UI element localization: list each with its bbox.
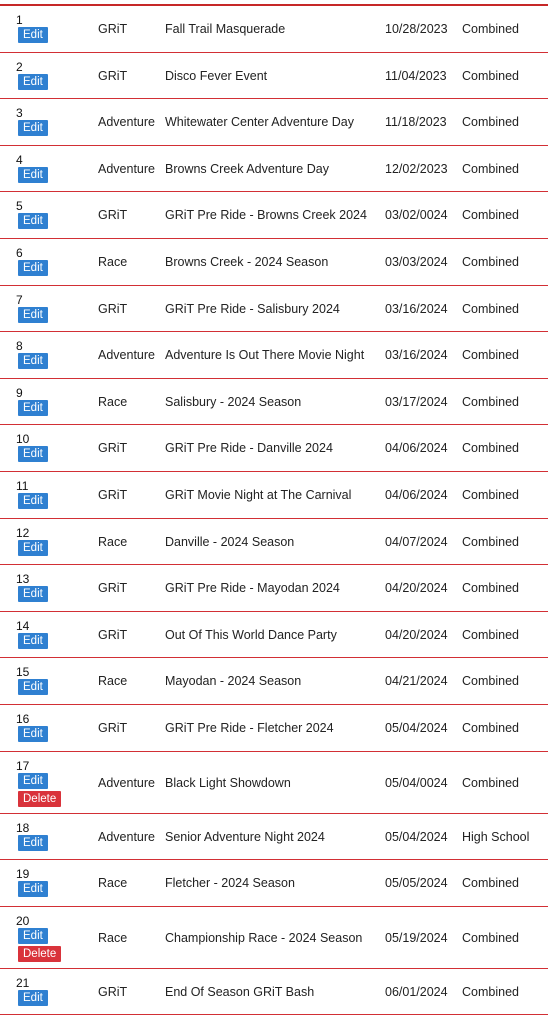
table-row — [0, 814, 548, 861]
event-date-cell: 03/17/2024 — [385, 394, 448, 409]
event-type-cell: GRiT — [98, 208, 128, 223]
table-row — [0, 519, 548, 566]
event-group-cell: Combined — [462, 301, 519, 316]
event-type-cell: Race — [98, 254, 128, 269]
edit-button[interactable]: Edit — [18, 835, 48, 851]
row-number: 21 — [16, 975, 30, 990]
delete-button[interactable]: Delete — [18, 791, 61, 807]
event-date-cell: 05/04/0024 — [385, 775, 448, 790]
event-date-cell: 04/06/2024 — [385, 441, 448, 456]
row-number: 15 — [16, 665, 30, 680]
edit-button[interactable]: Edit — [18, 679, 48, 695]
row-number: 11 — [16, 478, 29, 493]
event-group-cell: Combined — [462, 161, 519, 176]
event-name-cell: Salisbury - 2024 Season — [165, 394, 302, 409]
event-name-cell: Disco Fever Event — [165, 68, 268, 83]
event-name-cell: End Of Season GRiT Bash — [165, 984, 315, 999]
edit-button[interactable]: Edit — [18, 353, 48, 369]
event-name-cell: GRiT Pre Ride - Danville 2024 — [165, 441, 333, 456]
row-number: 8 — [16, 339, 23, 354]
row-number: 10 — [16, 432, 30, 447]
table-row — [0, 6, 548, 53]
edit-button[interactable]: Edit — [18, 773, 48, 789]
event-group-cell: Combined — [462, 394, 519, 409]
edit-button[interactable]: Edit — [18, 27, 48, 43]
event-type-cell: GRiT — [98, 68, 128, 83]
row-number: 6 — [16, 245, 23, 260]
event-name-cell: GRiT Pre Ride - Browns Creek 2024 — [165, 208, 367, 223]
event-date-cell: 06/01/2024 — [385, 984, 448, 999]
table-row — [0, 332, 548, 379]
event-type-cell: GRiT — [98, 984, 128, 999]
event-date-cell: 05/04/2024 — [385, 829, 448, 844]
table-row — [0, 658, 548, 705]
event-name-cell: Adventure Is Out There Movie Night — [165, 348, 365, 363]
event-type-cell: GRiT — [98, 441, 128, 456]
edit-button[interactable]: Edit — [18, 726, 48, 742]
row-number: 2 — [16, 59, 23, 74]
table-row — [0, 286, 548, 333]
event-group-cell: Combined — [462, 208, 519, 223]
event-type-cell: Race — [98, 674, 128, 689]
event-date-cell: 04/20/2024 — [385, 627, 448, 642]
event-type-cell: GRiT — [98, 487, 128, 502]
event-group-cell: Combined — [462, 115, 519, 130]
table-row — [0, 99, 548, 146]
event-name-cell: Mayodan - 2024 Season — [165, 674, 302, 689]
event-type-cell: GRiT — [98, 720, 128, 735]
table-row — [0, 565, 548, 612]
row-number: 1 — [16, 13, 23, 27]
edit-button[interactable]: Edit — [18, 928, 48, 944]
event-name-cell: GRiT Movie Night at The Carnival — [165, 487, 352, 502]
event-type-cell: Adventure — [98, 348, 155, 363]
event-group-cell: Combined — [462, 441, 519, 456]
event-type-cell: GRiT — [98, 581, 128, 596]
event-type-cell: Race — [98, 394, 128, 409]
event-name-cell: Fall Trail Masquerade — [165, 22, 286, 36]
table-row — [0, 969, 548, 1016]
event-group-cell: Combined — [462, 254, 519, 269]
event-name-cell: Whitewater Center Adventure Day — [165, 115, 354, 130]
event-group-cell: Combined — [462, 22, 519, 36]
event-date-cell: 12/02/2023 — [385, 161, 448, 176]
event-group-cell: High School — [462, 829, 530, 844]
row-number: 19 — [16, 867, 30, 882]
event-type-cell: GRiT — [98, 22, 128, 36]
table-row — [0, 146, 548, 193]
event-type-cell: Race — [98, 534, 128, 549]
event-date-cell: 03/03/2024 — [385, 254, 448, 269]
event-group-cell: Combined — [462, 720, 519, 735]
event-group-cell: Combined — [462, 581, 519, 596]
delete-button[interactable]: Delete — [18, 946, 61, 962]
edit-button[interactable]: Edit — [18, 493, 48, 509]
row-number: 13 — [16, 572, 30, 587]
table-row — [0, 705, 548, 752]
event-group-cell: Combined — [462, 930, 519, 945]
event-date-cell: 05/04/2024 — [385, 720, 448, 735]
event-name-cell: Danville - 2024 Season — [165, 534, 295, 549]
event-group-cell: Combined — [462, 775, 519, 790]
event-group-cell: Combined — [462, 348, 519, 363]
edit-button[interactable]: Edit — [18, 213, 48, 229]
row-number: 7 — [16, 292, 23, 307]
table-row — [0, 379, 548, 426]
event-name-cell: Browns Creek - 2024 Season — [165, 254, 329, 269]
event-name-cell: GRiT Pre Ride - Salisbury 2024 — [165, 301, 340, 316]
event-name-cell: Fletcher - 2024 Season — [165, 876, 295, 891]
event-date-cell: 04/06/2024 — [385, 487, 448, 502]
row-number: 4 — [16, 152, 23, 167]
event-name-cell: GRiT Pre Ride - Fletcher 2024 — [165, 720, 334, 735]
event-date-cell: 03/02/0024 — [385, 208, 448, 223]
event-date-cell: 11/04/2023 — [385, 68, 447, 83]
event-date-cell: 10/28/2023 — [385, 22, 448, 36]
edit-button[interactable]: Edit — [18, 307, 48, 323]
row-number: 9 — [16, 385, 23, 400]
edit-button[interactable]: Edit — [18, 633, 48, 649]
event-type-cell: Adventure — [98, 161, 155, 176]
table-row — [0, 192, 548, 239]
table-row — [0, 425, 548, 472]
event-name-cell: Senior Adventure Night 2024 — [165, 829, 325, 844]
row-number: 14 — [16, 618, 30, 633]
event-group-cell: Combined — [462, 487, 519, 502]
row-number: 16 — [16, 711, 30, 726]
event-group-cell: Combined — [462, 984, 519, 999]
event-type-cell: GRiT — [98, 627, 128, 642]
edit-button[interactable]: Edit — [18, 260, 48, 276]
event-name-cell: Black Light Showdown — [165, 775, 291, 790]
event-date-cell: 04/20/2024 — [385, 581, 448, 596]
table-row — [0, 239, 548, 286]
edit-button[interactable]: Edit — [18, 990, 48, 1006]
event-date-cell: 03/16/2024 — [385, 301, 448, 316]
event-name-cell: GRiT Pre Ride - Mayodan 2024 — [165, 581, 340, 596]
row-number: 17 — [16, 758, 30, 773]
event-date-cell: 03/16/2024 — [385, 348, 448, 363]
row-number: 18 — [16, 820, 30, 835]
event-group-cell: Combined — [462, 68, 519, 83]
event-date-cell: 05/05/2024 — [385, 876, 448, 891]
table-row — [0, 472, 548, 519]
event-name-cell: Browns Creek Adventure Day — [165, 161, 329, 176]
table-row — [0, 907, 548, 969]
event-group-cell: Combined — [462, 876, 519, 891]
edit-button[interactable]: Edit — [18, 400, 48, 416]
edit-button[interactable]: Edit — [18, 167, 48, 183]
events-table — [0, 6, 548, 1015]
event-type-cell: Adventure — [98, 115, 155, 130]
table-row — [0, 53, 548, 100]
event-date-cell: 04/07/2024 — [385, 534, 448, 549]
event-group-cell: Combined — [462, 534, 519, 549]
event-group-cell: Combined — [462, 627, 519, 642]
edit-button[interactable]: Edit — [18, 586, 48, 602]
event-date-cell: 05/19/2024 — [385, 930, 448, 945]
event-name-cell: Out Of This World Dance Party — [165, 627, 337, 642]
table-row — [0, 752, 548, 814]
table-row — [0, 612, 548, 659]
edit-button[interactable]: Edit — [18, 446, 48, 462]
table-row — [0, 860, 548, 907]
event-type-cell: Adventure — [98, 829, 155, 844]
edit-button[interactable]: Edit — [18, 881, 48, 897]
event-date-cell: 11/18/2023 — [385, 115, 447, 130]
row-number: 12 — [16, 525, 30, 540]
event-date-cell: 04/21/2024 — [385, 674, 448, 689]
event-type-cell: Race — [98, 930, 128, 945]
event-type-cell: GRiT — [98, 301, 128, 316]
event-type-cell: Adventure — [98, 775, 155, 790]
edit-button[interactable]: Edit — [18, 120, 48, 136]
row-number: 20 — [16, 913, 30, 928]
event-type-cell: Race — [98, 876, 128, 891]
event-group-cell: Combined — [462, 674, 519, 689]
event-name-cell: Championship Race - 2024 Season — [165, 930, 363, 945]
edit-button[interactable]: Edit — [18, 540, 48, 556]
row-number: 3 — [16, 106, 23, 121]
row-number: 5 — [16, 199, 23, 214]
edit-button[interactable]: Edit — [18, 74, 48, 90]
